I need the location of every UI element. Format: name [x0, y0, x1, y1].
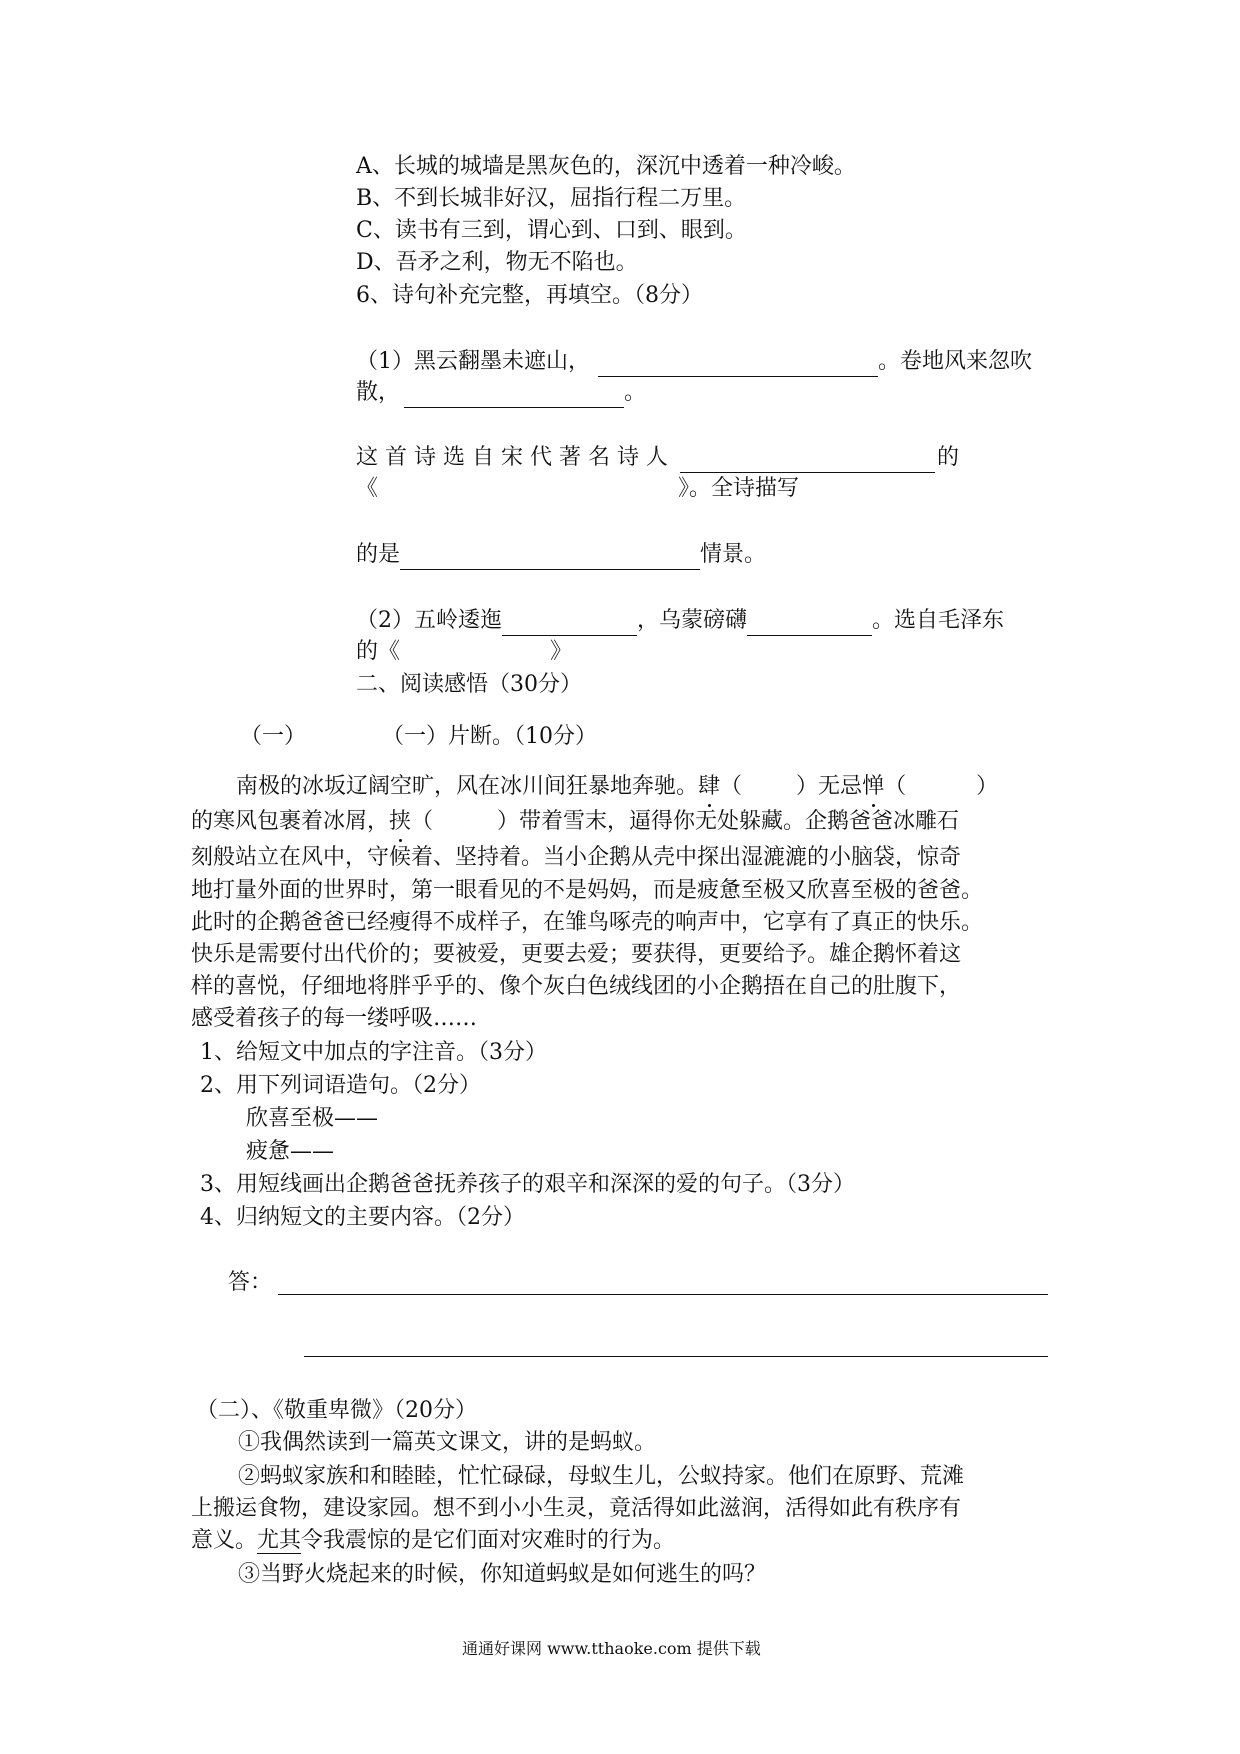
- fill-blank-3[interactable]: [502, 611, 637, 636]
- passage-line-6: 快乐是需要付出代价的；要被爱，更要去爱；要获得，更要给予。雄企鹅怀着这: [191, 942, 962, 967]
- s2-line-3: 上搬运食物，建设家园。想不到小小生灵，竟活得如此滋润，活得如此有秩序有: [191, 1496, 962, 1521]
- dotted-char-xie: 挟: [389, 807, 411, 837]
- fill-blank-2[interactable]: [404, 383, 624, 408]
- passage-line-4: 地打量外面的世界时，第一眼看见的不是妈妈，而是疲惫至极又欣喜至极的爸爸。: [191, 878, 984, 903]
- poem-2-text-d: 的《: [356, 639, 401, 664]
- passage-line-3: 刻般站立在风中，守候着、坚持着。当小企鹅从壳中探出湿漉漉的小脑袋，惊奇: [191, 845, 962, 870]
- passage-text: 的寒风包裹着冰屑，: [191, 809, 390, 834]
- answer-label: 答：: [228, 1270, 273, 1295]
- subsection-2-title: （二）、《敬重卑微》（20分）: [196, 1398, 477, 1423]
- fill-blank-1[interactable]: [598, 352, 878, 377]
- passage-line-2: [191, 807, 959, 837]
- fill-blank-4[interactable]: [747, 611, 872, 636]
- passage-text: ）带着雪末，逼得你无处躲藏。企鹅爸爸冰雕石: [497, 809, 960, 834]
- s2-line-1: ①我偶然读到一篇英文课文，讲的是蚂蚁。: [238, 1430, 657, 1455]
- passage-line-8: 感受着孩子的每一缕呼吸……: [191, 1006, 478, 1031]
- passage-line-7: 样的喜悦，仔细地将胖乎乎的、像个灰白色绒线团的小企鹅捂在自己的肚腹下，: [191, 974, 962, 999]
- poem-1-text-d: 。: [624, 380, 647, 405]
- subsection-1-title: （一）片断。（10分）: [382, 724, 597, 749]
- poem-title-open: 《: [356, 476, 379, 501]
- poem-title-line: [356, 474, 799, 504]
- poem-line-1: [356, 347, 1032, 377]
- answer-line-2[interactable]: [304, 1356, 1048, 1357]
- poem-2-text-e: 》: [550, 639, 573, 664]
- question-3: 3、用短线画出企鹅爸爸抚养孩子的艰辛和深深的爱的句子。（3分）: [200, 1172, 855, 1197]
- question-1: 1、给短文中加点的字注音。（3分）: [200, 1040, 547, 1065]
- question-4: 4、归纳短文的主要内容。（2分）: [200, 1205, 525, 1230]
- question-2: 2、用下列词语造句。（2分）: [200, 1073, 481, 1098]
- word-1: 欣喜至极——: [246, 1106, 379, 1131]
- dotted-char-si: 肆: [698, 772, 720, 802]
- paren-open: （: [411, 809, 434, 834]
- option-a: A、长城的城墙是黑灰色的，深沉中透着一种冷峻。: [356, 154, 856, 179]
- poem-line-2: [356, 606, 1004, 636]
- poem-line-1b: [356, 378, 646, 408]
- s2-line-5: ③当野火烧起来的时候，你知道蚂蚁是如何逃生的吗？: [238, 1562, 767, 1587]
- page-footer: 通通好课网 www.tthaoke.com 提供下载: [462, 1639, 761, 1658]
- passage-line-1: [236, 772, 998, 802]
- s2-text-a: 意义。: [191, 1528, 258, 1553]
- option-d: D、吾矛之利，物无不陷也。: [356, 250, 638, 275]
- poem-1-text-a: （1）黑云翻墨未遮山，: [356, 349, 590, 374]
- poet-line: [356, 443, 959, 473]
- underlined-word: 尤其: [257, 1528, 302, 1553]
- subsection-1-label: （一）: [240, 724, 307, 749]
- option-b: B、不到长城非好汉，屈指行程二万里。: [356, 186, 747, 211]
- fill-blank-scene[interactable]: [400, 545, 700, 570]
- s2-line-4: [191, 1526, 675, 1556]
- passage-text: 南极的冰坂辽阔空旷，风在冰川间狂暴地奔驰。: [236, 774, 699, 799]
- answer-line-1[interactable]: [278, 1294, 1048, 1295]
- describe-line: [356, 540, 766, 570]
- paren-open: （: [720, 774, 743, 799]
- paren-open: （: [884, 774, 907, 799]
- poem-line-2b: [356, 637, 572, 667]
- option-c: C、读书有三到，谓心到、口到、眼到。: [356, 218, 747, 243]
- passage-line-5: 此时的企鹅爸爸已经瘦得不成样子，在雏鸟啄壳的响声中，它享有了真正的快乐。: [191, 910, 984, 935]
- question-6: 6、诗句补充完整，再填空。（8分）: [356, 283, 703, 308]
- poet-text-a: 这 首 诗 选 自 宋 代 著 名 诗 人: [356, 445, 668, 470]
- poem-2-text-b: ，乌蒙磅礴: [637, 608, 748, 633]
- s2-line-2: ②蚂蚁家族和和睦睦，忙忙碌碌，母蚁生儿，公蚁持家。他们在原野、荒滩: [238, 1464, 965, 1489]
- word-2: 疲惫——: [246, 1139, 335, 1164]
- section-2-heading: 二、阅读感悟（30分）: [356, 672, 582, 697]
- dotted-char-dan: 惮: [862, 772, 884, 802]
- s2-text-b: 令我震惊的是它们面对灾难时的行为。: [301, 1528, 676, 1553]
- poem-title-close: 》。全诗描写: [678, 476, 800, 501]
- poet-text-b: 的: [936, 445, 959, 470]
- poem-2-text-a: （2）五岭逶迤: [356, 608, 502, 633]
- poem-1-text-c: 散，: [356, 380, 401, 405]
- passage-text: ）无忌: [796, 774, 863, 799]
- paren-close: ）: [976, 774, 999, 799]
- fill-blank-poet[interactable]: [680, 448, 935, 473]
- poem-2-text-c: 。选自毛泽东: [872, 608, 1005, 633]
- poem-1-text-b: 。卷地风来忽吹: [878, 349, 1033, 374]
- describe-text-a: 的是: [356, 542, 401, 567]
- describe-text-b: 情景。: [700, 542, 767, 567]
